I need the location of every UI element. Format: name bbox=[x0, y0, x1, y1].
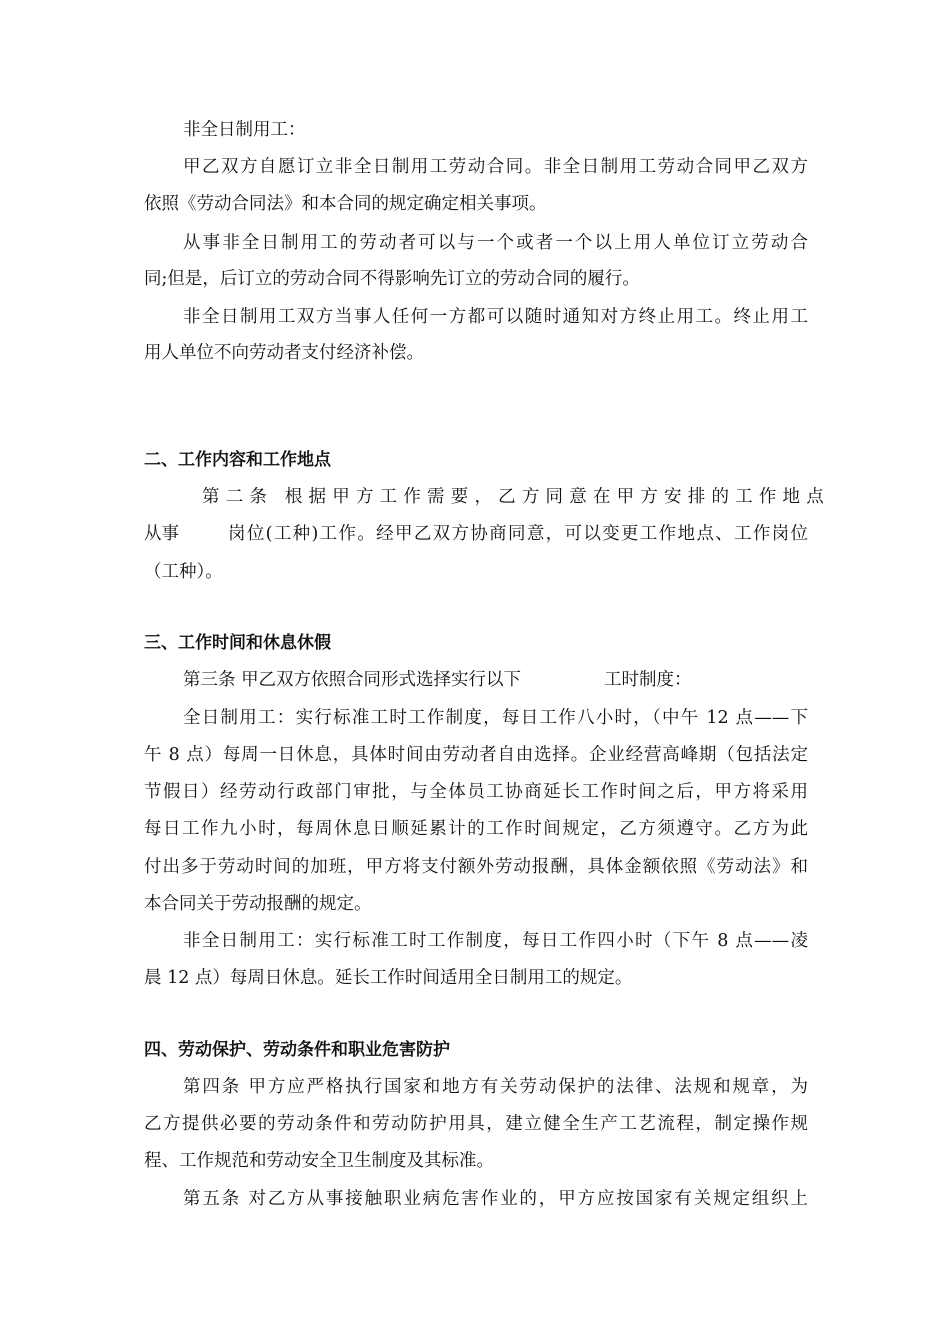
section-heading-work: 二、工作内容和工作地点 bbox=[144, 450, 331, 470]
paragraph-line: 节假日）经劳动行政部门审批，与全体员工协商延长工作时间之后，甲方将采用 bbox=[144, 782, 808, 802]
section-heading-hours: 三、工作时间和休息休假 bbox=[144, 633, 331, 653]
article-3-line: 第三条 甲乙双方依照合同形式选择实行以下 bbox=[183, 670, 522, 690]
paragraph-line: 每日工作九小时，每周休息日顺延累计的工作时间规定，乙方须遵守。乙方为此 bbox=[144, 819, 808, 839]
article-2-line: （工种）。 bbox=[144, 562, 223, 582]
article-2-line: 第二条 根据甲方工作需要，乙方同意在甲方安排的工作地点 bbox=[202, 487, 830, 507]
article-2-line: 岗位(工种)工作。经甲乙双方协商同意，可以变更工作地点、工作岗位 bbox=[228, 524, 808, 544]
paragraph-line: 非全日制用工双方当事人任何一方都可以随时通知对方终止用工。终止用工 bbox=[183, 307, 808, 327]
paragraph-line: 用人单位不向劳动者支付经济补偿。 bbox=[144, 343, 424, 363]
paragraph-line: 非全日制用工：实行标准工时工作制度，每日工作四小时（下午 8 点——凌 bbox=[183, 931, 808, 951]
article-3-line-end: 工时制度： bbox=[604, 670, 692, 690]
paragraph-line: 依照《劳动合同法》和本合同的规定确定相关事项。 bbox=[144, 194, 547, 214]
article-4-line: 第四条 甲方应严格执行国家和地方有关劳动保护的法律、法规和规章，为 bbox=[183, 1077, 808, 1097]
paragraph-line: 午 8 点）每周一日休息，具体时间由劳动者自由选择。企业经营高峰期（包括法定 bbox=[144, 745, 808, 765]
part-time-heading: 非全日制用工： bbox=[183, 120, 306, 140]
article-2-line-start: 从事 bbox=[144, 524, 179, 544]
paragraph-line: 同;但是，后订立的劳动合同不得影响先订立的劳动合同的履行。 bbox=[144, 269, 640, 289]
article-4-line: 程、工作规范和劳动安全卫生制度及其标准。 bbox=[144, 1151, 494, 1171]
article-4-line: 乙方提供必要的劳动条件和劳动防护用具，建立健全生产工艺流程，制定操作规 bbox=[144, 1114, 808, 1134]
paragraph-line: 甲乙双方自愿订立非全日制用工劳动合同。非全日制用工劳动合同甲乙双方 bbox=[183, 157, 808, 177]
section-heading-protection: 四、劳动保护、劳动条件和职业危害防护 bbox=[144, 1040, 450, 1060]
paragraph-line: 从事非全日制用工的劳动者可以与一个或者一个以上用人单位订立劳动合 bbox=[183, 233, 808, 253]
paragraph-line: 本合同关于劳动报酬的规定。 bbox=[144, 894, 372, 914]
article-5-line: 第五条 对乙方从事接触职业病危害作业的，甲方应按国家有关规定组织上 bbox=[183, 1189, 808, 1209]
paragraph-line: 晨 12 点）每周日休息。延长工作时间适用全日制用工的规定。 bbox=[144, 968, 633, 988]
paragraph-line: 全日制用工：实行标准工时工作制度，每日工作八小时，（中午 12 点——下 bbox=[183, 708, 808, 728]
paragraph-line: 付出多于劳动时间的加班，甲方将支付额外劳动报酬，具体金额依照《劳动法》和 bbox=[144, 857, 808, 877]
